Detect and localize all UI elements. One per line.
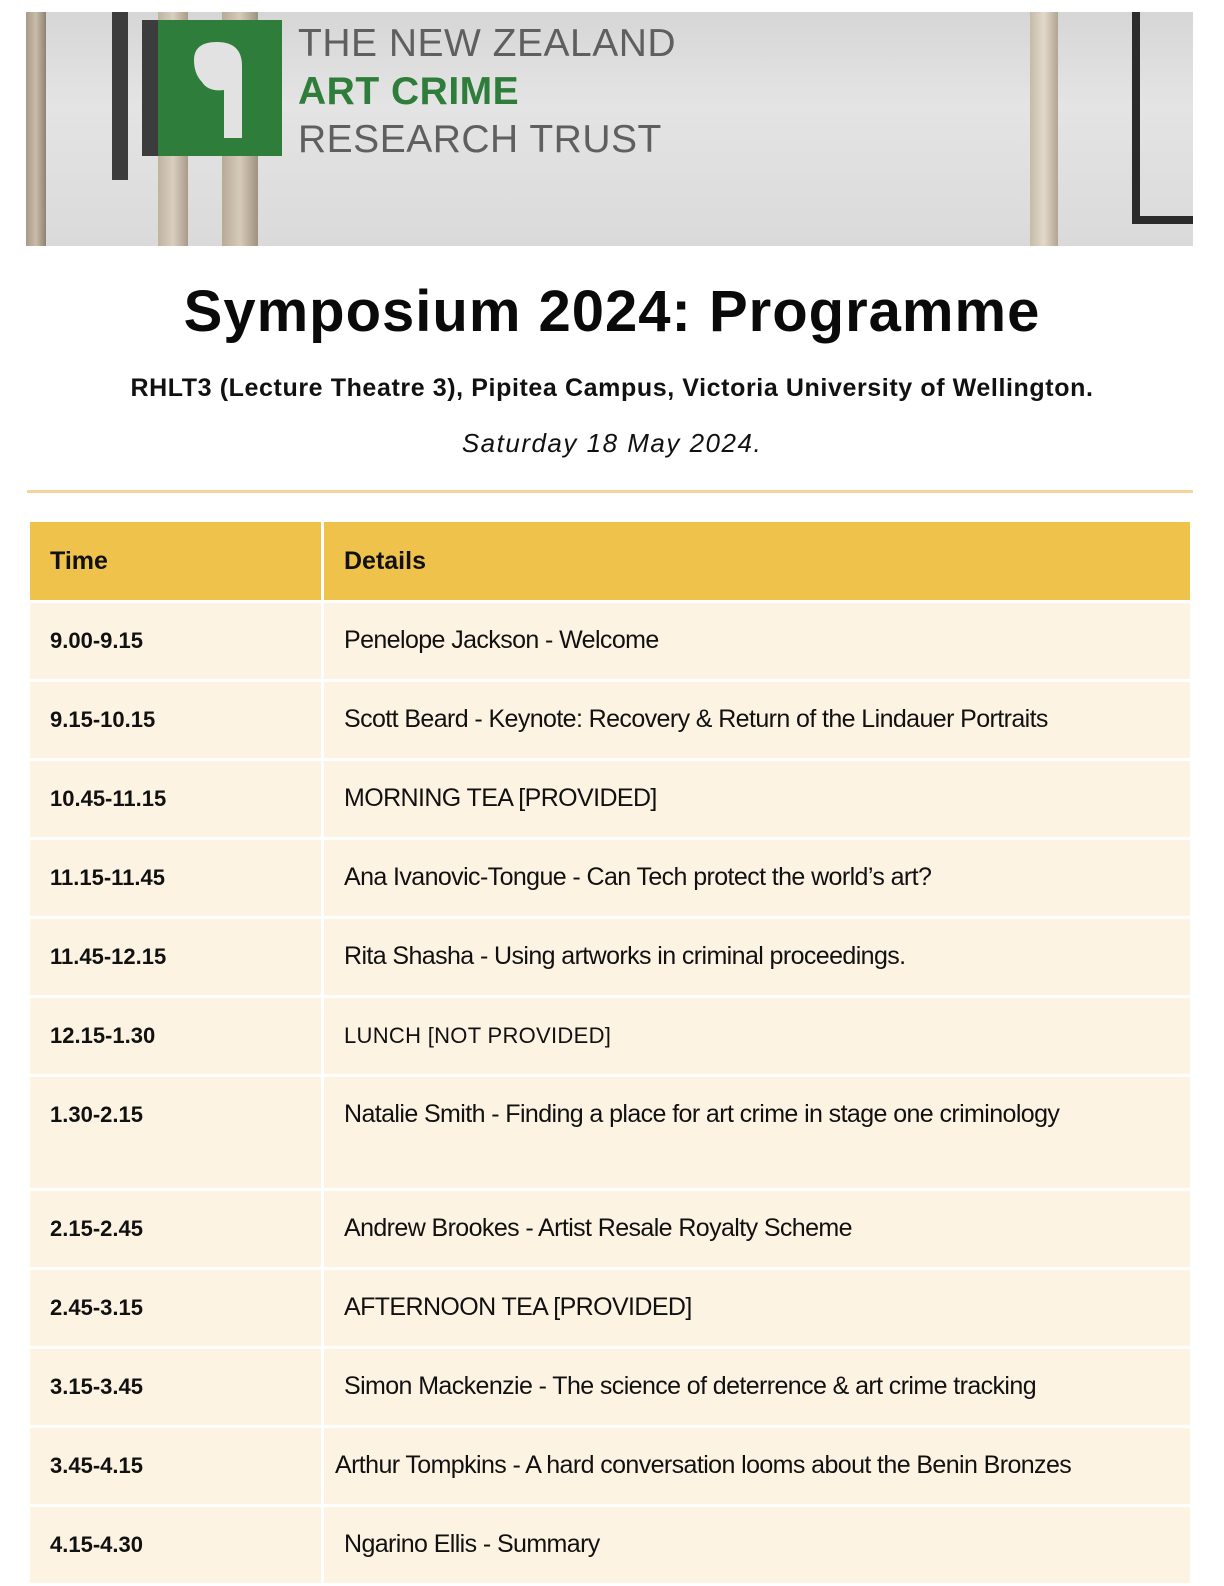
trust-logo-text — [298, 20, 676, 164]
logo-line-2: ART CRIME — [298, 70, 520, 113]
time-cell: 12.15-1.30 — [30, 998, 321, 1074]
time-cell: 9.15-10.15 — [30, 682, 321, 758]
details-cell: Ana Ivanovic-Tongue - Can Tech protect the world’s art? — [324, 840, 1190, 916]
frame-decoration — [1132, 216, 1193, 224]
column-header-details: Details — [324, 522, 1190, 600]
time-cell: 3.45-4.15 — [30, 1428, 321, 1504]
details-cell: Simon Mackenzie - The science of deterrence & art crime tracking — [324, 1349, 1190, 1425]
details-cell: AFTERNOON TEA [PROVIDED] — [324, 1270, 1190, 1346]
details-cell: Scott Beard - Keynote: Recovery & Return of the Lindauer Portraits — [324, 682, 1190, 758]
details-cell: Natalie Smith - Finding a place for art crime in stage one criminology — [324, 1077, 1190, 1188]
column-header-time: Time — [30, 522, 321, 600]
table-row — [30, 1349, 1190, 1425]
frame-decoration — [1132, 12, 1140, 224]
time-cell: 11.45-12.15 — [30, 919, 321, 995]
time-cell: 2.15-2.45 — [30, 1191, 321, 1267]
table-row — [30, 1270, 1190, 1346]
table-row — [30, 1507, 1190, 1583]
table-row — [30, 1077, 1190, 1188]
time-cell: 10.45-11.15 — [30, 761, 321, 837]
table-row — [30, 682, 1190, 758]
event-date: Saturday 18 May 2024. — [461, 428, 763, 458]
table-row — [30, 761, 1190, 837]
table-row — [30, 1191, 1190, 1267]
frame-decoration — [1030, 12, 1058, 246]
details-cell: Ngarino Ellis - Summary — [324, 1507, 1190, 1583]
venue-line: RHLT3 (Lecture Theatre 3), Pipitea Campus, Victoria University of Wellington. — [130, 374, 1094, 402]
frame-decoration — [26, 12, 46, 246]
table-row — [30, 1428, 1190, 1504]
time-cell: 1.30-2.15 — [30, 1077, 321, 1188]
time-cell: 4.15-4.30 — [30, 1507, 321, 1583]
table-header-row — [30, 522, 1190, 600]
details-cell: LUNCH [NOT PROVIDED] — [324, 998, 1190, 1074]
details-cell: MORNING TEA [PROVIDED] — [324, 761, 1190, 837]
table-row — [30, 998, 1190, 1074]
trust-logo-icon — [142, 20, 282, 156]
details-cell: Penelope Jackson - Welcome — [324, 603, 1190, 679]
details-cell: Andrew Brookes - Artist Resale Royalty Scheme — [324, 1191, 1190, 1267]
logo-line-3: RESEARCH TRUST — [298, 118, 662, 161]
programme-table — [30, 522, 1190, 1586]
time-cell: 9.00-9.15 — [30, 603, 321, 679]
page-title: Symposium 2024: Programme — [183, 279, 1041, 344]
details-cell: Arthur Tompkins - A hard conversation looms about the Benin Bronzes — [324, 1428, 1190, 1504]
time-cell: 2.45-3.15 — [30, 1270, 321, 1346]
divider — [27, 490, 1193, 493]
table-row — [30, 840, 1190, 916]
time-cell: 3.15-3.45 — [30, 1349, 321, 1425]
details-cell: Rita Shasha - Using artworks in criminal proceedings. — [324, 919, 1190, 995]
logo-line-1: THE NEW ZEALAND — [298, 22, 677, 65]
time-cell: 11.15-11.45 — [30, 840, 321, 916]
header-banner — [26, 12, 1193, 246]
frame-decoration — [112, 12, 128, 180]
table-row — [30, 919, 1190, 995]
table-row — [30, 603, 1190, 679]
